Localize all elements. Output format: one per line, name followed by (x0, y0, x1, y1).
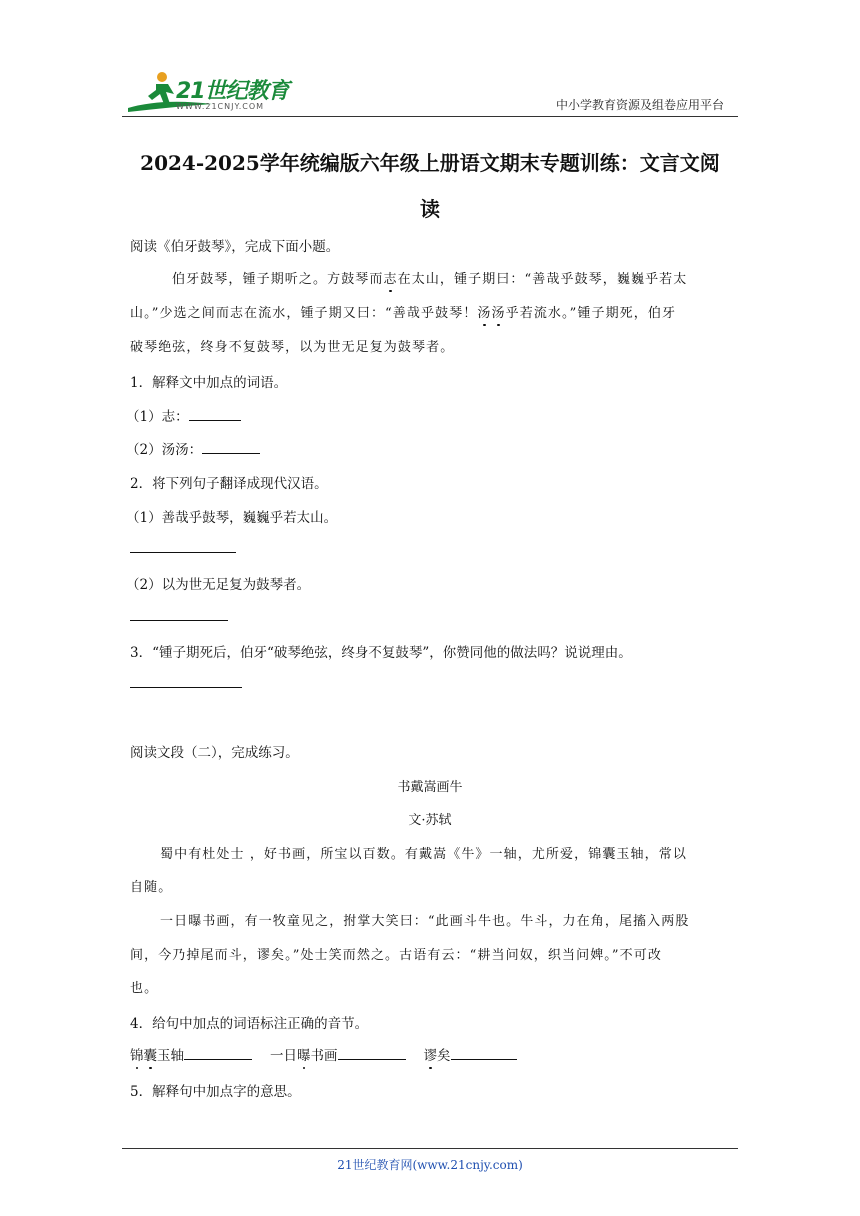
passage2-line1: 蜀中有杜处士 ，好书画，所宝以百数。有戴嵩《牛》一轴，尤所爱，锦囊玉轴，常以 (160, 847, 687, 862)
footer-divider (122, 1148, 738, 1149)
dotted-char-shang2: 汤 (492, 302, 506, 321)
word-text: 矣 (437, 1048, 451, 1064)
passage-author: 文·苏轼 (408, 813, 452, 828)
answer-blank[interactable] (184, 1047, 252, 1060)
question-4-items (130, 1044, 517, 1064)
page-title-line1: 2024-2025学年统编版六年级上册语文期末专题训练：文言文阅 (140, 151, 720, 175)
passage-text: 山。”少选之间而志在流水，锺子期又曰：“善哉乎鼓琴！ (130, 306, 478, 321)
question-1-1 (126, 405, 241, 425)
footer-link[interactable]: 21世纪教育网(www.21cnjy.com) (337, 1158, 523, 1172)
passage-text: 在太山，锺子期曰：“善哉乎鼓琴，巍巍乎若太 (397, 272, 688, 287)
section1-intro: 阅读《伯牙鼓琴》，完成下面小题。 (130, 239, 340, 255)
passage-text: 伯牙鼓琴，锺子期听之。方鼓琴而 (172, 272, 384, 287)
platform-name: 中小学教育资源及组卷应用平台 (555, 98, 724, 112)
answer-line[interactable] (130, 552, 236, 553)
dotted-char-jin: 锦 (130, 1044, 144, 1064)
dotted-char-nang: 囊 (144, 1044, 158, 1064)
passage-title: 书戴嵩画牛 (397, 780, 463, 795)
question-1: 1．解释文中加点的词语。 (130, 375, 288, 391)
question-5: 5．解释句中加点字的意思。 (130, 1084, 301, 1100)
question-label: （1）志： (126, 409, 189, 425)
passage2-line4: 间，今乃掉尾而斗，谬矣。”处士笑而然之。古语有云：“耕当问奴，织当问婢。”不可改 (130, 948, 662, 963)
question-label: （2）汤汤： (126, 442, 203, 458)
question-2-2: （2）以为世无足复为鼓琴者。 (126, 577, 311, 593)
logo-text: 21世纪教育 (176, 79, 289, 104)
word-text: 一日 (270, 1048, 297, 1064)
answer-blank[interactable] (451, 1047, 517, 1060)
header-divider (122, 116, 738, 117)
answer-blank[interactable] (202, 441, 260, 454)
passage-line3: 破琴绝弦，终身不复鼓琴，以为世无足复为鼓琴者。 (130, 340, 455, 355)
dotted-char-zhi: 志 (384, 268, 398, 287)
word-text: 玉轴 (157, 1048, 184, 1064)
answer-blank[interactable] (338, 1047, 406, 1060)
passage-text: 乎若流水。”锺子期死，伯牙 (505, 306, 677, 321)
section2-intro: 阅读文段（二），完成练习。 (130, 745, 299, 761)
dotted-char-pu: 曝 (297, 1044, 311, 1064)
passage2-line2: 自随。 (130, 880, 173, 895)
word-text: 书画 (310, 1048, 338, 1064)
question-2-1: （1）善哉乎鼓琴，巍巍乎若太山。 (126, 510, 338, 526)
question-4: 4．给句中加点的词语标注正确的音节。 (130, 1016, 369, 1032)
question-3: 3．“锺子期死后，伯牙“破琴绝弦，终身不复鼓琴”，你赞同他的做法吗？说说理由。 (130, 645, 632, 661)
question-2: 2．将下列句子翻译成现代汉语。 (130, 476, 328, 492)
answer-line[interactable] (130, 687, 242, 688)
passage-line2 (130, 302, 676, 321)
logo-url: WWW.21CNJY.COM (176, 102, 265, 111)
passage-line1 (172, 268, 687, 287)
dotted-char-miu: 谬 (424, 1044, 438, 1064)
page-title-line2: 读 (420, 197, 440, 221)
answer-line[interactable] (130, 620, 228, 621)
dotted-char-shang1: 汤 (477, 302, 491, 321)
passage2-line3: 一日曝书画，有一牧童见之，拊掌大笑曰：“此画斗牛也。牛斗，力在角，尾搐入两股 (160, 914, 690, 929)
answer-blank[interactable] (189, 408, 241, 421)
passage2-line5: 也。 (130, 981, 159, 996)
question-1-2 (126, 438, 260, 458)
